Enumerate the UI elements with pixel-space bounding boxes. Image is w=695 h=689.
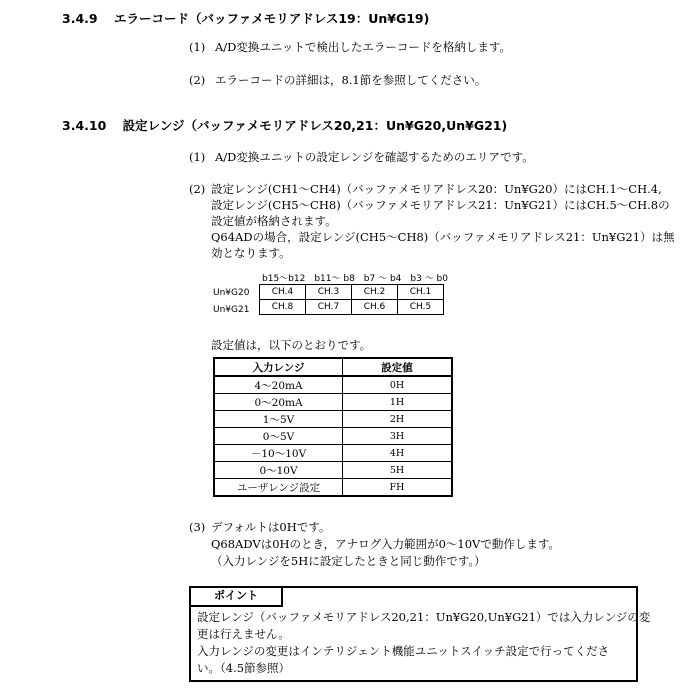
item-number: (1) [189,150,206,164]
range-cell: 0～20mA [214,394,343,411]
table-row [214,411,452,428]
range-cell: ユーザレンジ設定 [214,479,343,497]
table-cell: CH.3 [306,285,352,300]
section-title: エラーコード（バッファメモリアドレス19：Un¥G19) [113,11,430,26]
range-cell: 0～5V [214,428,343,445]
register-name: Un¥G21 [213,305,250,315]
table-header-row [214,358,452,376]
table-cell: CH.4 [260,285,306,300]
table-row [214,376,452,394]
table-row [214,445,452,462]
table-cell: CH.1 [398,285,444,300]
range-cell: 4～20mA [214,376,343,394]
item-text: デフォルトは0Hです。 Q68ADVは0Hのとき，アナログ入力範囲が0～10Vで動作します。 （入力レンジを5Hに設定したときと同じ動作です。） [211,520,560,568]
item-number: (2) [189,73,206,87]
list-item [189,150,534,165]
value-cell: 0H [343,376,453,394]
point-text: 設定レンジ（バッファメモリアドレス20,21：Un¥G20,Un¥G21）では入力レンジの変 更は行えません。 入力レンジの変更はインテリジェント機能ユニットスイッチ設定で行ってくださ い。（4.5節参照） [197,610,651,675]
value-cell: 5H [343,462,453,479]
list-item [189,40,511,55]
table-cell: CH.6 [352,300,398,315]
table-row [214,428,452,445]
table-row [214,394,452,411]
table-cell: CH.2 [352,285,398,300]
register-table [259,284,444,315]
section-number: 3.4.9 [62,11,98,26]
list-item [189,73,486,88]
point-box [189,586,651,682]
table-row [214,479,452,497]
register-name: Un¥G20 [213,288,250,298]
column-header: 設定値 [343,358,453,376]
item-text: エラーコードの詳細は，8.1節を参照してください。 [214,73,487,87]
column-header: 入力レンジ [214,358,343,376]
table-cell: CH.7 [306,300,352,315]
table-row [260,300,444,315]
range-cell: 0～10V [214,462,343,479]
item-text: 設定レンジ(CH1～CH4)（バッファメモリアドレス20：Un¥G20）にはCH.1～CH.4, 設定レンジ(CH5～CH8)（バッファメモリアドレス21：Un¥G21）にはCH.5～CH.8の 設定値が格納されます。 Q64ADの場合，設定レンジ(CH5～CH8)（バッファメモリアドレス21：Un¥G21）は無 効となります。 [211,182,675,260]
item-text: A/D変換ユニットの設定レンジを確認するためのエリアです。 [214,150,534,164]
range-cell: －10～10V [214,445,343,462]
value-cell: 2H [343,411,453,428]
value-cell: FH [343,479,453,497]
section-number: 3.4.10 [62,118,107,133]
section-title: 設定レンジ（バッファメモリアドレス20,21：Un¥G20,Un¥G21) [122,118,508,133]
section-heading-3-4-9 [62,9,429,27]
item-number: (3) [189,520,206,534]
value-cell: 4H [343,445,453,462]
table-row [260,285,444,300]
range-table [213,357,453,497]
value-cell: 1H [343,394,453,411]
bit-header: b15～b12 b11～ b8 b7 ～ b4 b3 ～ b0 [262,274,448,284]
table-cell: CH.8 [260,300,306,315]
item-text: A/D変換ユニットで検出したエラーコードを格納します。 [214,40,511,54]
item-number: (2) [189,182,206,196]
table-row [214,462,452,479]
values-intro: 設定値は，以下のとおりです。 [211,338,372,352]
item-number: (1) [189,40,206,54]
section-heading-3-4-10 [62,116,507,134]
value-cell: 3H [343,428,453,445]
range-cell: 1～5V [214,411,343,428]
point-label: ポイント [189,586,283,607]
table-cell: CH.5 [398,300,444,315]
